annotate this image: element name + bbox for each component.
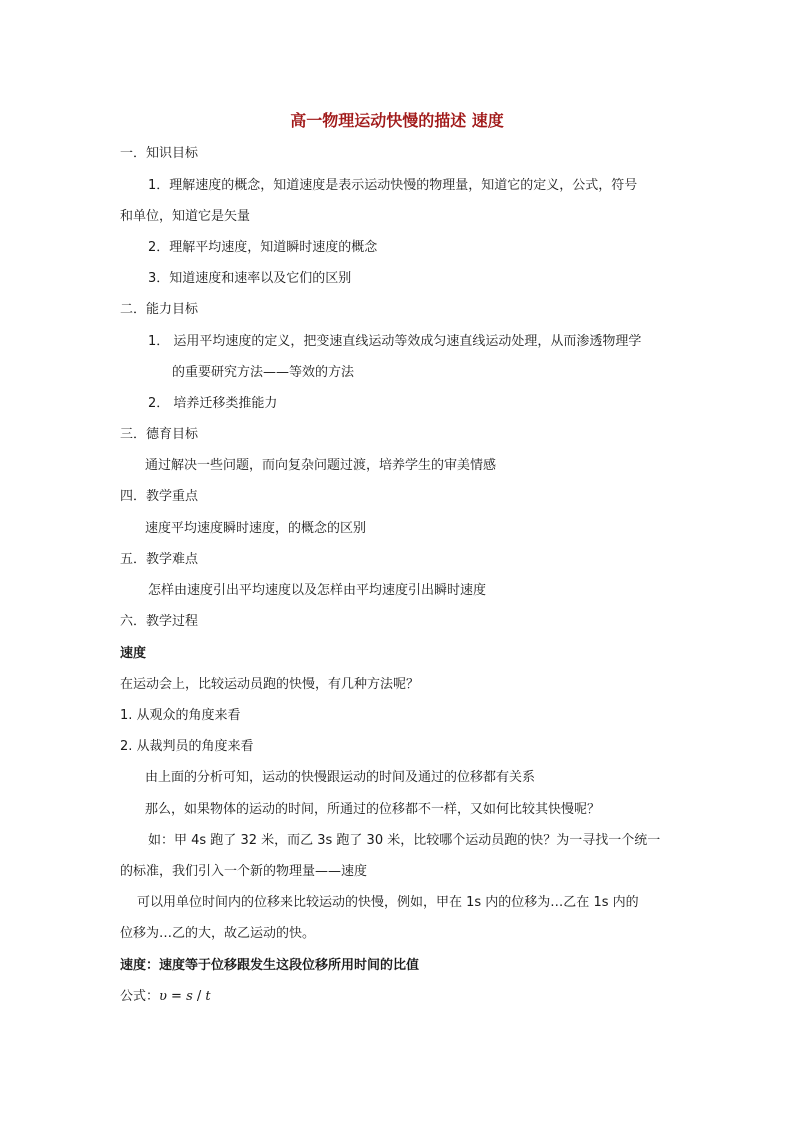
formula-displacement-symbol: s (186, 989, 193, 1004)
subheading-speed: 速度 (120, 646, 147, 661)
section-heading-process: 六．教学过程 (120, 614, 199, 629)
paragraph-continuation: 的标准，我们引入一个新的物理量——速度 (120, 864, 368, 879)
paragraph: 那么，如果物体的运动的时间，所通过的位移都不一样，又如何比较其快慢呢？ (145, 802, 601, 817)
section-heading-ability-goals: 二．能力目标 (120, 302, 199, 317)
list-item: 2. 从裁判员的角度来看 (120, 739, 254, 754)
section-heading-key-points: 四．教学重点 (120, 489, 199, 504)
formula-slash: / (192, 989, 206, 1004)
list-item: 1. 从观众的角度来看 (120, 708, 241, 723)
paragraph: 由上面的分析可知，运动的快慢跟运动的时间及通过的位移都有关系 (145, 770, 536, 785)
section-heading-moral-goals: 三．德育目标 (120, 427, 199, 442)
section-heading-knowledge-goals: 一．知识目标 (120, 146, 199, 161)
list-item-continuation: 的重要研究方法——等效的方法 (172, 365, 355, 380)
speed-formula (120, 989, 211, 1005)
paragraph: 速度平均速度瞬时速度，的概念的区别 (145, 521, 367, 536)
paragraph: 可以用单位时间内的位移来比较运动的快慢，例如，甲在 1s 内的位移为…乙在 1s 内的 (137, 895, 639, 910)
section-heading-difficulties: 五．教学难点 (120, 552, 199, 567)
list-item: 2． 培养迁移类推能力 (148, 396, 278, 411)
paragraph-continuation: 位移为…乙的大，故乙运动的快。 (120, 926, 316, 941)
formula-velocity-symbol: υ (159, 989, 167, 1004)
list-item: 3．知道速度和速率以及它们的区别 (148, 271, 352, 286)
page-title: 高一物理运动快慢的描述 速度 (290, 111, 504, 130)
paragraph: 如：甲 4s 跑了 32 米，而乙 3s 跑了 30 米，比较哪个运动员跑的快？为一寻找一个统一 (148, 833, 661, 848)
list-item-continuation: 和单位，知道它是矢量 (120, 209, 251, 224)
list-item: 1． 运用平均速度的定义，把变速直线运动等效成匀速直线运动处理，从而渗透物理学 (148, 334, 642, 349)
paragraph: 通过解决一些问题，而向复杂问题过渡，培养学生的审美情感 (145, 458, 497, 473)
list-item: 2．理解平均速度，知道瞬时速度的概念 (148, 240, 378, 255)
list-item: 1．理解速度的概念，知道速度是表示运动快慢的物理量，知道它的定义，公式，符号 (148, 178, 638, 193)
speed-definition: 速度：速度等于位移跟发生这段位移所用时间的比值 (120, 958, 420, 973)
paragraph: 怎样由速度引出平均速度以及怎样由平均速度引出瞬时速度 (148, 583, 487, 598)
formula-equals: = (166, 989, 187, 1004)
paragraph: 在运动会上，比较运动员跑的快慢，有几种方法呢？ (120, 677, 420, 692)
formula-time-symbol: t (205, 989, 211, 1004)
formula-label: 公式： (120, 989, 160, 1004)
